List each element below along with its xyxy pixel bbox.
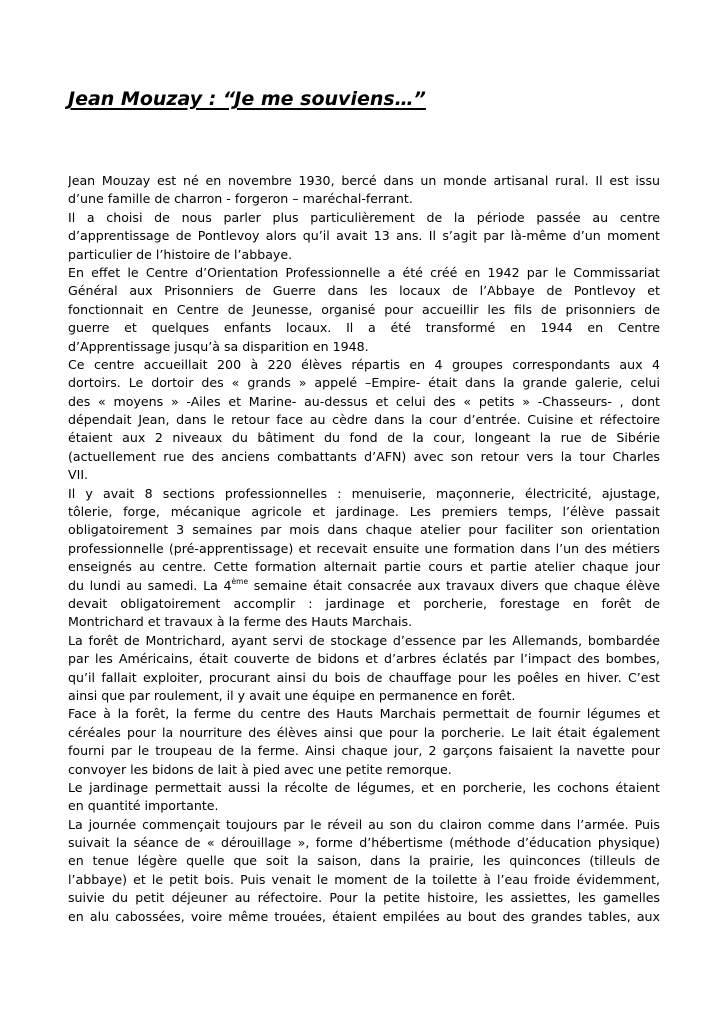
text-line: devait obligatoirement accomplir : jardinage et porcherie, forestage en forêt de — [68, 595, 660, 611]
text-line: dépendait Jean, dans le retour face au cèdre dans la cour d’entrée. Cuisine et réfectoire — [68, 412, 660, 428]
text-line: en tenue légère quelle que soit la saison, dans la prairie, les quinconces (tilleuls de — [68, 853, 660, 869]
text-line: d’une famille de charron - forgeron – maréchal-ferrant. — [68, 191, 413, 207]
text-line: (actuellement rue des anciens combattants d’AFN) avec son retour vers la tour Charles — [68, 448, 660, 464]
text-line: enseignés au centre. Cette formation alternait partie cours et partie atelier chaque jour — [68, 559, 660, 575]
text-line: ainsi que par roulement, il y avait une équipe en permanence en forêt. — [68, 687, 516, 703]
text-line: Il a choisi de nous parler plus particulièrement de la période passée au centre — [68, 209, 660, 225]
text-line: en alu cabossées, voire même trouées, étaient empilées au bout des grandes tables, aux — [68, 908, 660, 924]
text-line: Jean Mouzay est né en novembre 1930, bercé dans un monde artisanal rural. Il est issu — [68, 173, 660, 188]
text-line: d’Apprentissage jusqu’à sa disparition en 1948. — [68, 338, 369, 354]
text-segment: semaine était consacrée aux travaux divers que chaque élève — [248, 577, 660, 593]
text-line: particulier de l’histoire de l’abbaye. — [68, 246, 293, 262]
text-line: céréales pour la nourriture des élèves ainsi que pour la porcherie. Le lait était également — [68, 724, 660, 740]
text-line: étaient aux 2 niveaux du bâtiment du fond de la cour, longeant la rue de Sibérie — [68, 430, 660, 446]
text-line: Le jardinage permettait aussi la récolte de légumes, et en porcherie, les cochons étaient — [68, 779, 660, 795]
text-line: Ce centre accueillait 200 à 220 élèves répartis en 4 groupes correspondants aux 4 — [68, 356, 660, 372]
text-line: qu’il fallait exploiter, procurant ainsi du bois de chauffage pour les poêles en hiver. C’est — [68, 669, 660, 685]
text-line: Il y avait 8 sections professionnelles : menuiserie, maçonnerie, électricité, ajustage, — [68, 485, 660, 501]
text-line: Face à la forêt, la ferme du centre des Hauts Marchais permettait de fournir légumes et — [68, 706, 660, 722]
text-line: fourni par le troupeau de la ferme. Ainsi chaque jour, 2 garçons faisaient la navette pour — [68, 743, 660, 759]
text-line: dortoirs. Le dortoir des « grands » appelé –Empire- était dans la grande galerie, celui — [68, 375, 660, 391]
text-line: En effet le Centre d’Orientation Professionnelle a été créé en 1942 par le Commissariat — [68, 264, 660, 280]
text-line: des « moyens » -Ailes et Marine- au-dessus et celui des « petits » -Chasseurs- , dont — [68, 393, 660, 409]
document-title: Jean Mouzay : “Je me souviens…” — [68, 88, 426, 110]
text-line: guerre et quelques enfants locaux. Il a été transformé en 1944 en Centre — [68, 320, 660, 336]
superscript: ème — [231, 576, 249, 586]
text-line: VII. — [68, 467, 89, 483]
text-line: Montrichard et travaux à la ferme des Hauts Marchais. — [68, 614, 413, 630]
text-line: obligatoirement 3 semaines par mois dans chaque atelier pour faciliter son orientation — [68, 522, 660, 538]
text-line: Général aux Prisonniers de Guerre dans les locaux de l’Abbaye de Pontlevoy et — [68, 283, 660, 299]
text-line: suivait la séance de « dérouillage », forme d’hébertisme (méthode d’éducation physique) — [68, 835, 660, 851]
text-line: fonctionnait en Centre de Jeunesse, organisé pour accueillir les fils de prisonniers de — [68, 301, 660, 317]
text-line: La journée commençait toujours par le réveil au son du clairon comme dans l’armée. Puis — [68, 816, 660, 832]
text-line: tôlerie, forge, mécanique agricole et jardinage. Les premiers temps, l’élève passait — [68, 504, 660, 520]
text-line: convoyer les bidons de lait à pied avec une petite remorque. — [68, 761, 452, 777]
text-line: d’apprentissage de Pontlevoy alors qu’il avait 13 ans. Il s’agit par là-même d’un moment — [68, 228, 660, 244]
text-line: l’abbaye) et le petit bois. Puis venait le moment de la toilette à l’eau froide évidemment, — [68, 871, 660, 887]
text-line: suivie du petit déjeuner au réfectoire. Pour la petite histoire, les assiettes, les gamelles — [68, 890, 660, 906]
text-line: professionnelle (pré-apprentissage) et recevait ensuite une formation dans l’un des métiers — [68, 540, 660, 556]
text-line: par les Américains, était couverte de bidons et d’arbres éclatés par l’impact des bombes, — [68, 651, 660, 667]
text-line: en quantité importante. — [68, 798, 219, 814]
document-body — [68, 172, 660, 926]
text-line: La forêt de Montrichard, ayant servi de stockage d’essence par les Allemands, bombardée — [68, 632, 660, 648]
text-segment: du lundi au samedi. La 4 — [68, 577, 232, 593]
text-line — [68, 577, 660, 595]
